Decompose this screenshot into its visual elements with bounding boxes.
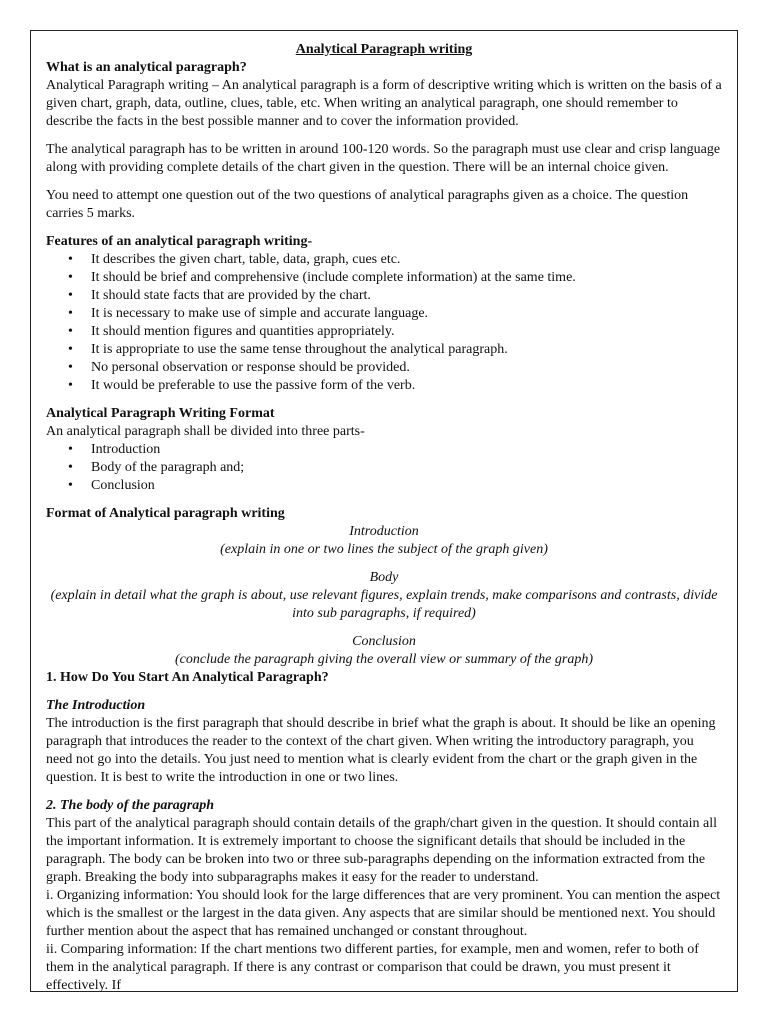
format2-heading: Format of Analytical paragraph writing xyxy=(46,506,285,521)
bullet-icon: • xyxy=(68,324,73,339)
format-intro: An analytical paragraph shall be divided into three parts- xyxy=(46,424,365,439)
bullet-icon: • xyxy=(68,342,73,357)
conclusion-label: Conclusion xyxy=(352,634,416,649)
the-introduction-heading: The Introduction xyxy=(46,698,146,713)
bullet-icon: • xyxy=(68,270,73,285)
list-item: • It should be brief and comprehensive (include complete information) at the same time. xyxy=(68,270,576,285)
list-item: • Body of the paragraph and; xyxy=(68,460,245,475)
bullet-icon: • xyxy=(68,478,73,493)
parts-list xyxy=(46,441,722,495)
intro-desc: (explain in one or two lines the subject of the graph given) xyxy=(220,542,548,557)
list-item: • Conclusion xyxy=(68,478,155,493)
bullet-icon: • xyxy=(68,288,73,303)
body-label: Body xyxy=(369,570,399,585)
list-item: • It should mention figures and quantities appropriately. xyxy=(68,324,395,339)
section1-heading: 1. How Do You Start An Analytical Paragraph? xyxy=(46,670,329,685)
body-desc: (explain in detail what the graph is about, use relevant figures, explain trends, make comparisons and contrasts, divide into sub paragraphs, if required) xyxy=(50,588,718,621)
features-list xyxy=(46,251,722,395)
features-heading: Features of an analytical paragraph writing- xyxy=(46,234,313,249)
body-heading: 2. The body of the paragraph xyxy=(46,798,214,813)
list-item: • It describes the given chart, table, data, graph, cues etc. xyxy=(68,252,401,267)
bullet-icon: • xyxy=(68,360,73,375)
question-heading: What is an analytical paragraph? xyxy=(46,60,247,75)
document-page xyxy=(30,30,738,992)
intro-label: Introduction xyxy=(349,524,419,539)
list-item: • It is appropriate to use the same tense throughout the analytical paragraph. xyxy=(68,342,508,357)
conclusion-desc: (conclude the paragraph giving the overall view or summary of the graph) xyxy=(175,652,593,667)
intro-paragraph: Analytical Paragraph writing – An analytical paragraph is a form of descriptive writing which is written on the basis of a given chart, graph, data, outline, clues, table, etc. When writing an analytical paragraph, one should remember to describe the facts in the best possible manner and to cover the information provided. xyxy=(46,78,722,129)
point-i: i. Organizing information: You should look for the large differences that are very prominent. You can mention the aspect which is the smallest or the largest in the data given. Any aspects that are similar should be mentioned next. You should further mention about the aspect that has remained unchanged or constant throughout. xyxy=(46,888,721,939)
list-item: • It is necessary to make use of simple and accurate language. xyxy=(68,306,429,321)
list-item: • It should state facts that are provided by the chart. xyxy=(68,288,371,303)
list-item: • No personal observation or response should be provided. xyxy=(68,360,410,375)
list-item: • Introduction xyxy=(68,442,161,457)
bullet-icon: • xyxy=(68,252,73,267)
point-ii: ii. Comparing information: If the chart mentions two different parties, for example, men and women, refer to both of them in the analytical paragraph. If there is any contrast or comparison that could be drawn, you must present it effectively. If xyxy=(46,942,699,992)
document-title: Analytical Paragraph writing xyxy=(295,42,473,57)
the-introduction-text: The introduction is the first paragraph that should describe in brief what the graph is about. It should be like an opening paragraph that introduces the reader to the context of the chart given. When writing the introductory paragraph, you need not go into the details. You just need to mention what is clearly evident from the chart or the graph given in the question. It is best to write the introduction in one or two lines. xyxy=(46,716,716,785)
bullet-icon: • xyxy=(68,442,73,457)
bullet-icon: • xyxy=(68,378,73,393)
format-heading: Analytical Paragraph Writing Format xyxy=(46,406,275,421)
marks-paragraph: You need to attempt one question out of the two questions of analytical paragraphs given as a choice. The question carries 5 marks. xyxy=(46,188,689,221)
bullet-icon: • xyxy=(68,306,73,321)
body-text: This part of the analytical paragraph should contain details of the graph/chart given in the question. It should contain all the important information. It is extremely important to choose the significant details that should be included in the paragraph. The body can be broken into two or three sub-paragraphs depending on the information extracted from the graph. Breaking the body into subparagraphs makes it easy for the reader to understand. xyxy=(46,816,718,885)
bullet-icon: • xyxy=(68,460,73,475)
list-item: • It would be preferable to use the passive form of the verb. xyxy=(68,378,416,393)
word-limit-paragraph: The analytical paragraph has to be written in around 100-120 words. So the paragraph must use clear and crisp language along with providing complete details of the chart given in the question. There will be an internal choice given. xyxy=(46,142,721,175)
